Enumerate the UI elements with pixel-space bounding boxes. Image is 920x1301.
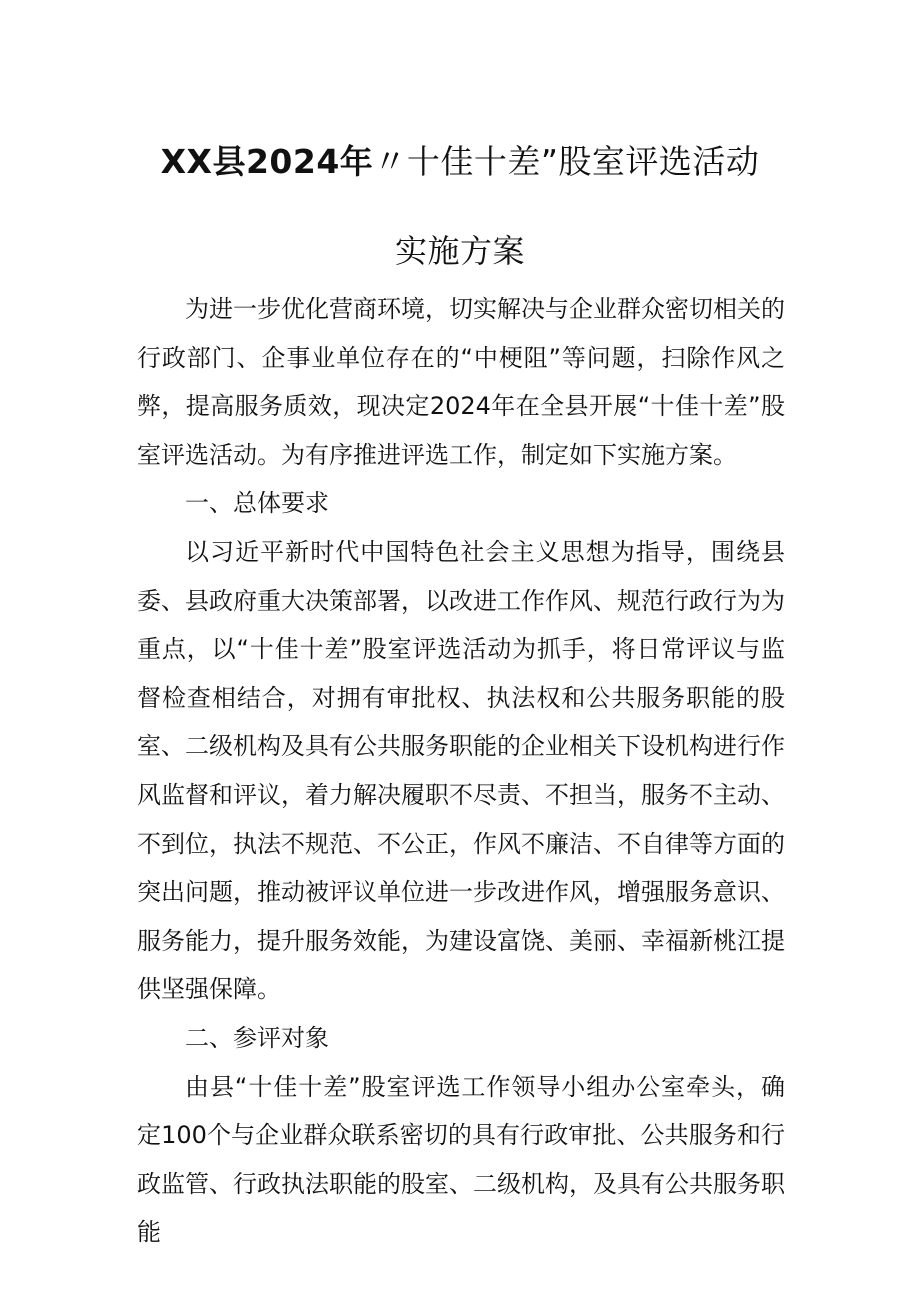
intro-paragraph: 为进一步优化营商环境，切实解决与企业群众密切相关的行政部门、企事业单位存在的“中梗阻”等问题，扫除作风之弊，提高服务质效，现决定2024年在全县开展“十佳十差”股室评选活动。为有序推进评选工作，制定如下实施方案。	[137, 295, 785, 469]
section-heading-general-requirements: 一、总体要求	[185, 489, 329, 518]
document-body	[137, 285, 785, 1257]
general-requirements-paragraph: 以习近平新时代中国特色社会主义思想为指导，围绕县委、县政府重大决策部署，以改进工作作风、规范行政行为为重点，以“十佳十差”股室评选活动为抓手，将日常评议与监督检查相结合，对拥有审批权、执法权和公共服务职能的股室、二级机构及具有公共服务职能的企业相关下设机构进行作风监督和评议，着力解决履职不尽责、不担当，服务不主动、不到位，执法不规范、不公正，作风不廉洁、不自律等方面的突出问题，推动被评议单位进一步改进作风，增强服务意识、服务能力，提升服务效能，为建设富饶、美丽、幸福新桃江提供坚强保障。	[137, 537, 785, 1004]
document-title-line-1	[0, 136, 920, 183]
title-activity-name: 〃十佳十差”股室评选活动	[373, 142, 760, 181]
section-heading-participants: 二、参评对象	[185, 1023, 329, 1052]
document-title-line-2: 实施方案	[394, 232, 525, 270]
title-county-year: XX县2024年	[160, 142, 374, 181]
participants-paragraph: 由县“十佳十差”股室评选工作领导小组办公室牵头，确定100个与企业群众联系密切的具有行政审批、公共服务和行政监管、行政执法职能的股室、二级机构，及具有公共服务职能	[137, 1072, 785, 1247]
